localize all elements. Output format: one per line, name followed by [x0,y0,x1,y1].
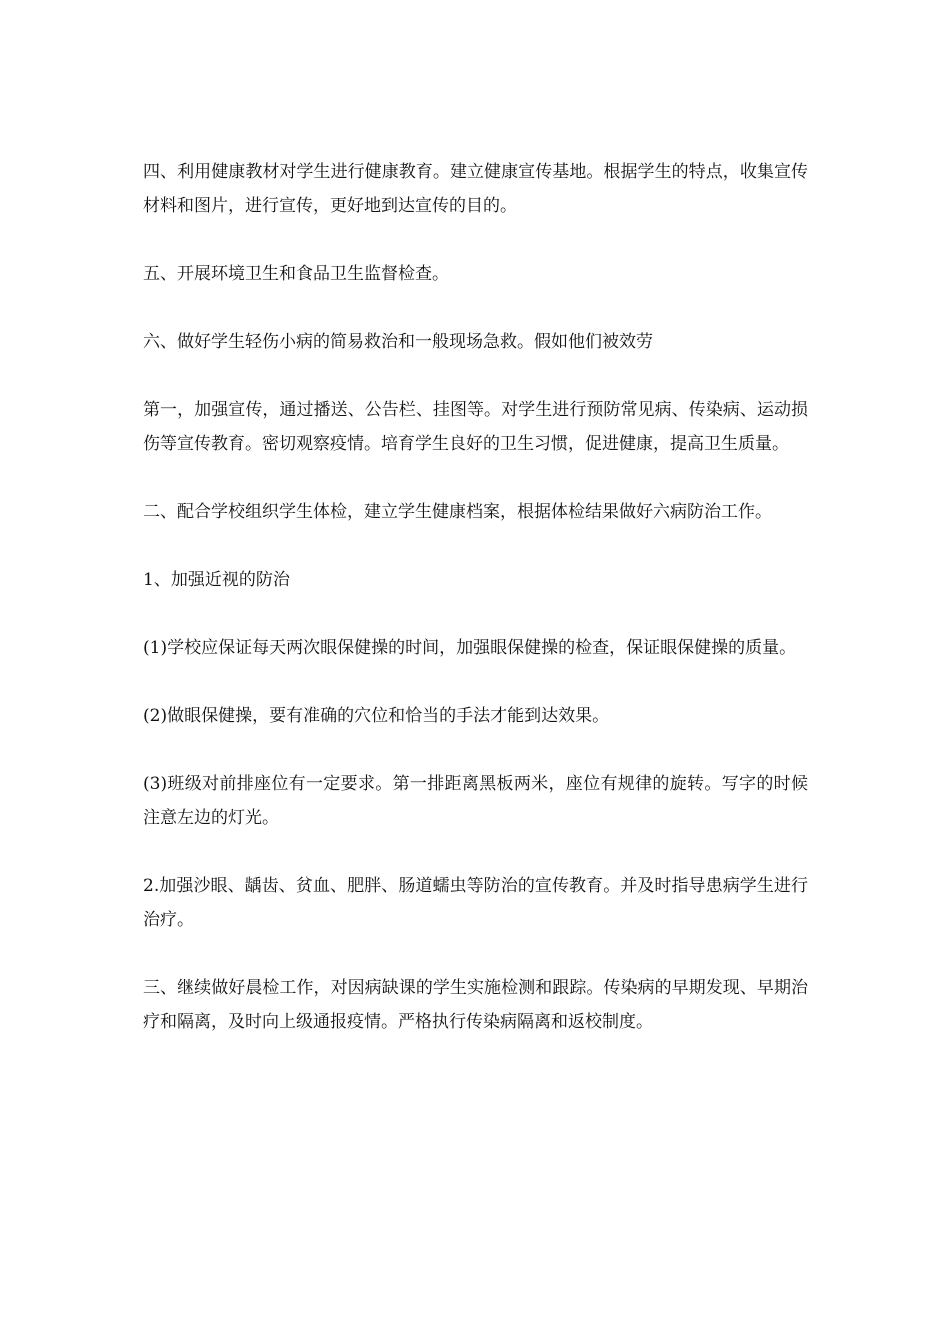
paragraph-morning-check: 三、继续做好晨检工作，对因病缺课的学生实施检测和跟踪。传染病的早期发现、早期治疗和隔离，及时向上级通报疫情。严格执行传染病隔离和返校制度。 [143,978,808,1032]
paragraph-eye-exercise-time: (1)学校应保证每天两次眼保健操的时间，加强眼保健操的检查，保证眼保健操的质量。 [143,638,797,658]
paragraph-myopia-heading: 1、加强近视的防治 [143,570,290,590]
paragraph-hygiene-inspection: 五、开展环境卫生和食品卫生监督检查。 [143,264,449,284]
document-body [143,155,808,1039]
paragraph-health-education: 四、利用健康教材对学生进行健康教育。建立健康宣传基地。根据学生的特点，收集宣传材料和图片，进行宣传，更好地到达宣传的目的。 [143,162,808,216]
paragraph-physical-exam: 二、配合学校组织学生体检，建立学生健康档案，根据体检结果做好六病防治工作。 [143,502,772,522]
paragraph-publicity: 第一，加强宣传，通过播送、公告栏、挂图等。对学生进行预防常见病、传染病、运动损伤等宣传教育。密切观察疫情。培育学生良好的卫生习惯，促进健康，提高卫生质量。 [143,400,808,454]
paragraph-seating: (3)班级对前排座位有一定要求。第一排距离黑板两米，座位有规律的旋转。写字的时候注意左边的灯光。 [143,774,808,828]
paragraph-first-aid: 六、做好学生轻伤小病的简易救治和一般现场急救。假如他们被效劳 [143,332,653,352]
paragraph-eye-exercise-method: (2)做眼保健操，要有准确的穴位和恰当的手法才能到达效果。 [143,706,610,726]
paragraph-disease-prevention: 2.加强沙眼、龋齿、贫血、肥胖、肠道蠕虫等防治的宣传教育。并及时指导患病学生进行治疗。 [143,876,808,930]
